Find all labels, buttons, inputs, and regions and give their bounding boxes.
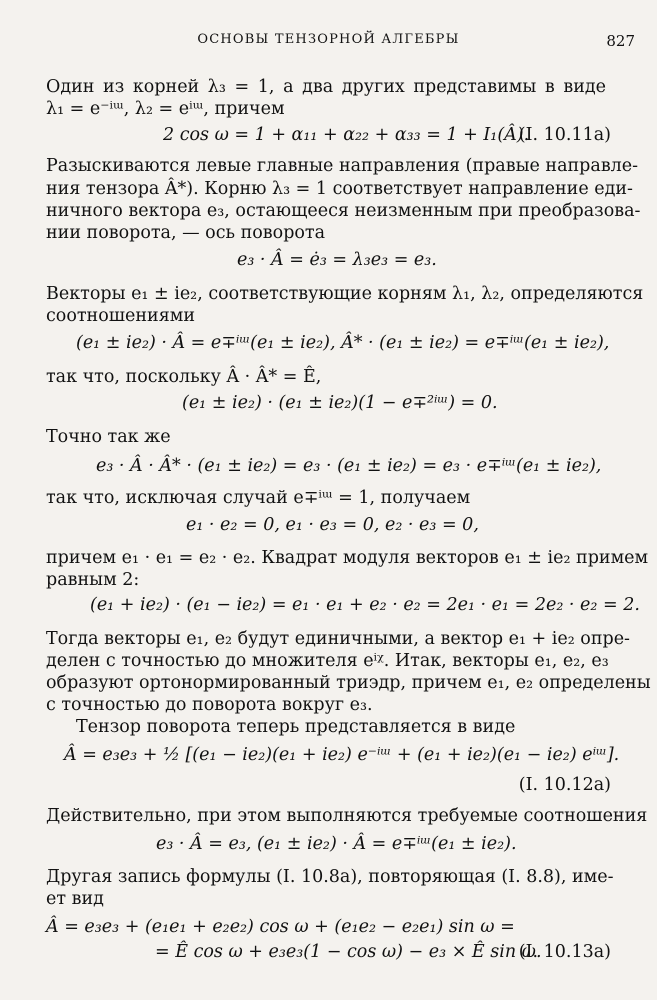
page-number: 827: [606, 32, 635, 50]
equation: Â = e₃e₃ + ½ [(e₁ − ie₂)(e₁ + ie₂) e⁻ⁱᵚ + (e₁ + ie₂)(e₁ − ie₂) eⁱᵚ].: [64, 745, 620, 765]
equation-number: (I. 10.11a): [518, 125, 611, 145]
equation: Â = e₃e₃ + (e₁e₁ + e₂e₂) cos ω + (e₁e₂ − e₂e₁) sin ω =: [46, 917, 515, 937]
paragraph-line: Точно так же: [46, 427, 171, 447]
paragraph-line: с точностью до поворота вокруг e₃.: [46, 695, 373, 715]
paragraph-line: Другая запись формулы (I. 10.8a), повторяющая (I. 8.8), име-: [46, 867, 614, 887]
equation-number: (I. 10.13a): [518, 942, 611, 962]
paragraph-line: соотношениями: [46, 306, 196, 326]
equation: e₁ · e₂ = 0, e₁ · e₃ = 0, e₂ · e₃ = 0,: [186, 515, 479, 535]
paragraph-line: ния тензора Â*). Корню λ₃ = 1 соответствует направление еди-: [46, 179, 633, 199]
running-header: ОСНОВЫ ТЕНЗОРНОЙ АЛГЕБРЫ: [197, 32, 460, 47]
paragraph-line: образуют ортонормированный триэдр, причем e₁, e₂ определены: [46, 673, 651, 693]
equation: = Ê cos ω + e₃e₃(1 − cos ω) − e₃ × Ê sin ω.: [155, 942, 542, 962]
equation: e₃ · Â = ė₃ = λ₃e₃ = e₃.: [237, 250, 437, 270]
paragraph-line: равным 2:: [46, 570, 140, 590]
equation-number: (I. 10.12a): [518, 775, 611, 795]
paragraph-line: Тензор поворота теперь представляется в виде: [76, 717, 516, 737]
paragraph-line: причем e₁ · e₁ = e₂ · e₂. Квадрат модуля векторов e₁ ± ie₂ примем: [46, 548, 649, 568]
paragraph-line: так что, поскольку Â · Â* = Ê,: [46, 367, 322, 387]
paragraph-line: Один из корней λ₃ = 1, а два других представимы в виде: [46, 77, 606, 97]
equation: e₃ · Â · Â* · (e₁ ± ie₂) = e₃ · (e₁ ± ie₂) = e₃ · e∓ⁱᵚ(e₁ ± ie₂),: [96, 456, 602, 476]
paragraph-line: λ₁ = e⁻ⁱᵚ, λ₂ = eⁱᵚ, причем: [46, 99, 285, 119]
paragraph-line: ничного вектора e₃, остающееся неизменным при преобразова-: [46, 201, 641, 221]
paragraph-line: Разыскиваются левые главные направления (правые направле-: [46, 156, 639, 176]
paragraph-line: делен с точностью до множителя eⁱᵡ. Итак, векторы e₁, e₂, e₃: [46, 651, 609, 671]
paragraph-line: ет вид: [46, 889, 104, 909]
equation: 2 cos ω = 1 + α₁₁ + α₂₂ + α₃₃ = 1 + I₁(Â).: [163, 125, 530, 145]
equation: (e₁ ± ie₂) · Â = e∓ⁱᵚ(e₁ ± ie₂), Â* · (e₁ ± ie₂) = e∓ⁱᵚ(e₁ ± ie₂),: [76, 333, 610, 353]
paragraph-line: нии поворота, — ось поворота: [46, 223, 326, 243]
equation: (e₁ + ie₂) · (e₁ − ie₂) = e₁ · e₁ + e₂ · e₂ = 2e₁ · e₁ = 2e₂ · e₂ = 2.: [90, 595, 640, 615]
paragraph-line: Векторы e₁ ± ie₂, соответствующие корням λ₁, λ₂, определяются: [46, 284, 644, 304]
paragraph-line: Действительно, при этом выполняются требуемые соотношения: [46, 806, 648, 826]
equation: e₃ · Â = e₃, (e₁ ± ie₂) · Â = e∓ⁱᵚ(e₁ ± ie₂).: [156, 834, 517, 854]
paragraph-line: так что, исключая случай e∓ⁱᵚ = 1, получаем: [46, 488, 471, 508]
equation: (e₁ ± ie₂) · (e₁ ± ie₂)(1 − e∓²ⁱᵚ) = 0.: [182, 393, 498, 413]
paragraph-line: Тогда векторы e₁, e₂ будут единичными, а вектор e₁ + ie₂ опре-: [46, 629, 630, 649]
